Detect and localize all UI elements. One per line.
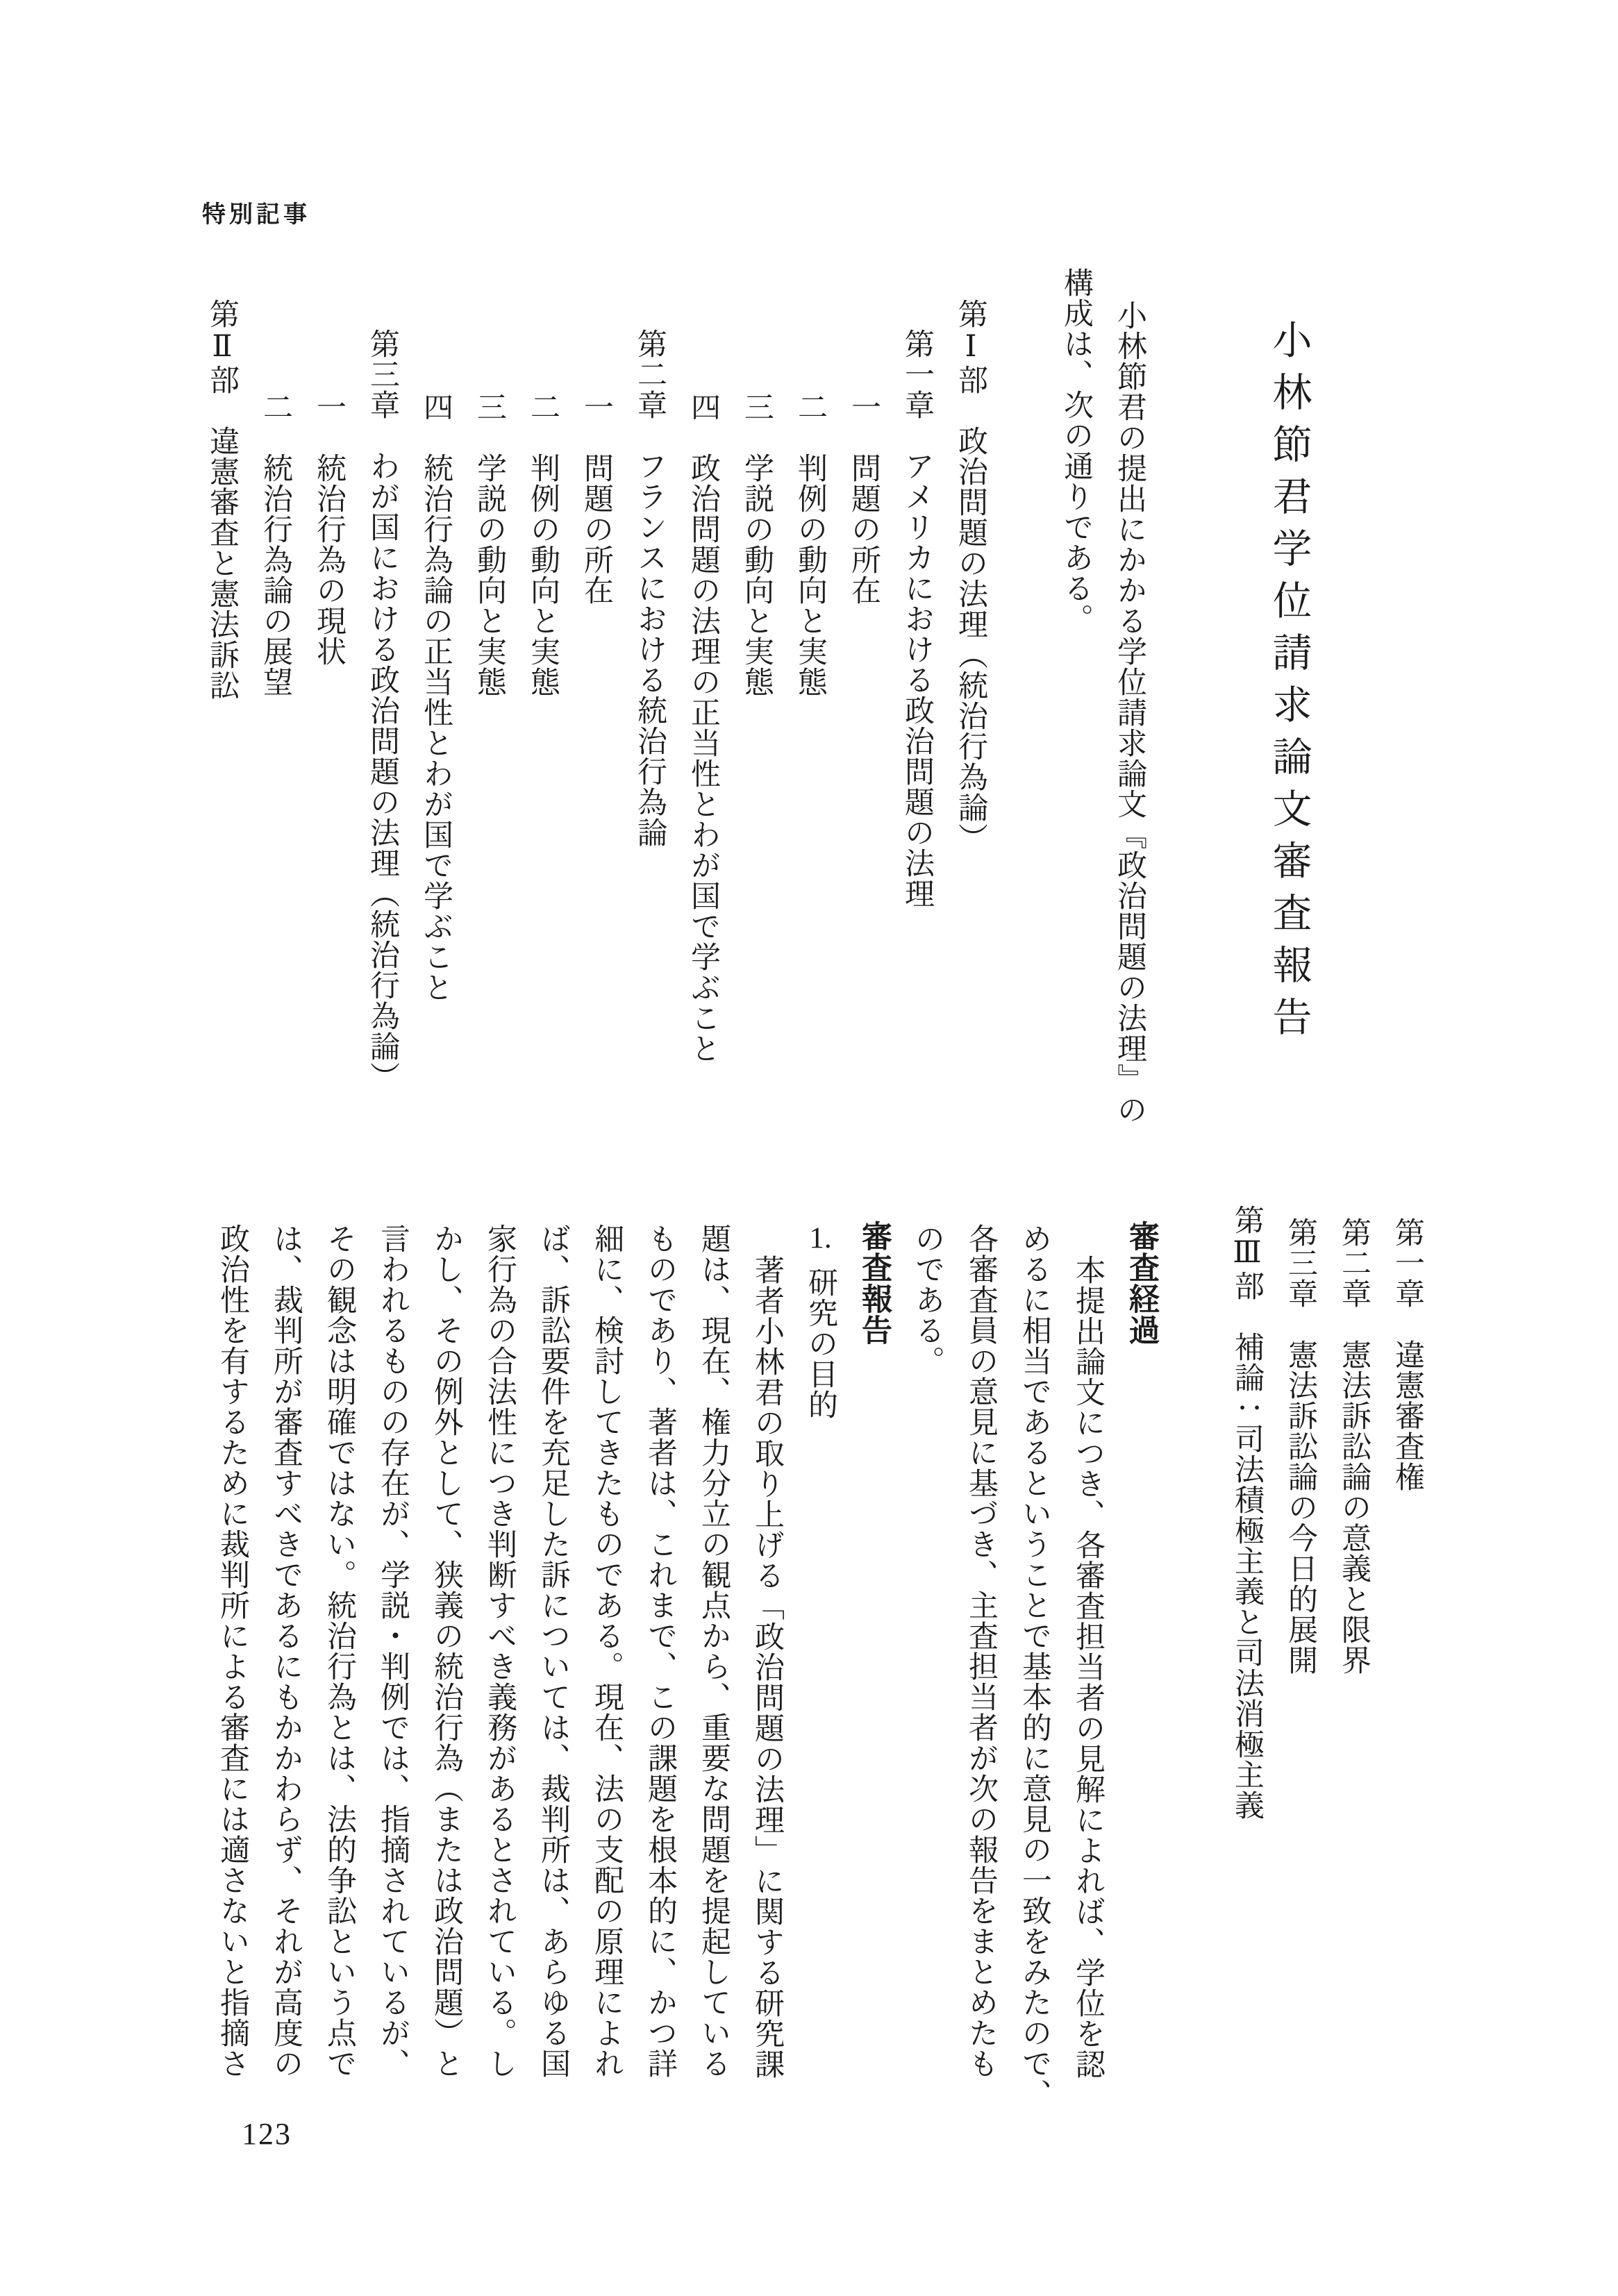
paragraph-line: は、裁判所が審査すべきであるにもかかわらず、それが高度の — [269, 1223, 302, 2079]
corner-section-label: 特別記事 — [202, 202, 310, 228]
intro-line: 小林節君の提出にかかる学位請求論文『政治問題の法理』の — [1113, 300, 1146, 1125]
section-heading-review-process: 審査経過 — [1124, 1221, 1158, 1346]
toc-entry-item: 二 判例の動向と実態 — [526, 392, 559, 697]
paragraph-line: のである。 — [911, 1223, 944, 1376]
toc-entry-part: 第Ⅰ部 政治問題の法理（統治行為論） — [954, 299, 987, 853]
toc-entry-chapter: 第三章 憲法訴訟論の今日的展開 — [1284, 1217, 1317, 1675]
paragraph-line: ば、訴訟要件を充足した訴については、裁判所は、あらゆる国 — [537, 1223, 569, 2079]
paragraph-line: 政治性を有するために裁判所による審査には適さないと指摘さ — [216, 1223, 249, 2079]
toc-entry-item: 三 学説の動向と実態 — [473, 392, 506, 697]
toc-entry-item: 一 問題の所在 — [580, 392, 612, 605]
toc-entry-item: 一 問題の所在 — [847, 392, 880, 605]
toc-entry-item: 四 統治行為論の正当性とわが国で学ぶこと — [419, 392, 452, 1003]
toc-entry-chapter: 第二章 憲法訴訟論の意義と限界 — [1337, 1217, 1370, 1675]
toc-entry-chapter: 第二章 フランスにおける統治行為論 — [633, 328, 666, 848]
toc-entry-item: 二 判例の動向と実態 — [794, 392, 826, 697]
subsection-title: 研究の目的 — [804, 1267, 837, 1420]
paragraph-line: 著者小林君の取り上げる「政治問題の法理」に関する研究課 — [751, 1255, 783, 2079]
paragraph-line: 言われるものの存在が、学説・判例では、指摘されているが、 — [376, 1223, 409, 2079]
toc-entry-part: 第Ⅱ部 違憲審査と憲法訴訟 — [206, 299, 238, 701]
paragraph-line: 家行為の合法性につき判断すべき義務があるとされている。し — [483, 1223, 516, 2079]
subsection-heading — [794, 1201, 847, 2145]
paragraph-line: かし、その例外として、狭義の統治行為（または政治問題）と — [430, 1223, 462, 2079]
review-band — [206, 1201, 1434, 2145]
toc-entry-item: 四 政治問題の法理の正当性とわが国で学ぶこと — [687, 392, 719, 1064]
paragraph-line: 題は、現在、権力分立の観点から、重要な問題を提起している — [697, 1223, 730, 2079]
paragraph-line: めるに相当であるということで基本的に意見の一致をみたので、 — [1018, 1223, 1051, 2109]
section-heading-review-report: 審査報告 — [857, 1221, 891, 1346]
paragraph-line: その観念は明確ではない。統治行為とは、法的争訟という点で — [323, 1223, 356, 2079]
toc-entry-chapter: 第一章 アメリカにおける政治問題の法理 — [901, 328, 933, 909]
paragraph-line: 本提出論文につき、各審査担当者の見解によれば、学位を認 — [1071, 1255, 1104, 2079]
paragraph-line: 細に、検討してきたものである。現在、法の支配の原理によれ — [590, 1223, 623, 2079]
paragraph-line: ものであり、著者は、これまで、この課題を根本的に、かつ詳 — [644, 1223, 676, 2079]
intro-line: 構成は、次の通りである。 — [1060, 267, 1092, 634]
front-matter-band — [195, 266, 1319, 1175]
toc-entry-part: 第Ⅲ部 補論：司法積極主義と司法消極主義 — [1231, 1205, 1263, 1820]
toc-entry-item: 一 統治行為の現状 — [312, 392, 345, 667]
toc-entry-item: 二 統治行為論の展望 — [259, 392, 292, 697]
toc-entry-chapter: 第一章 違憲審査権 — [1391, 1217, 1424, 1492]
page-number: 123 — [242, 2117, 292, 2151]
subsection-number: 1. — [809, 1223, 832, 1253]
toc-entry-chapter: 第三章 わが国における政治問題の法理（統治行為論） — [366, 328, 399, 1092]
paragraph-line: 各審査員の意見に基づき、主査担当者が次の報告をまとめたも — [965, 1223, 997, 2079]
page-title: 小林節君学位請求論文審査報告 — [1267, 319, 1310, 1048]
toc-entry-item: 三 学説の動向と実態 — [740, 392, 773, 697]
